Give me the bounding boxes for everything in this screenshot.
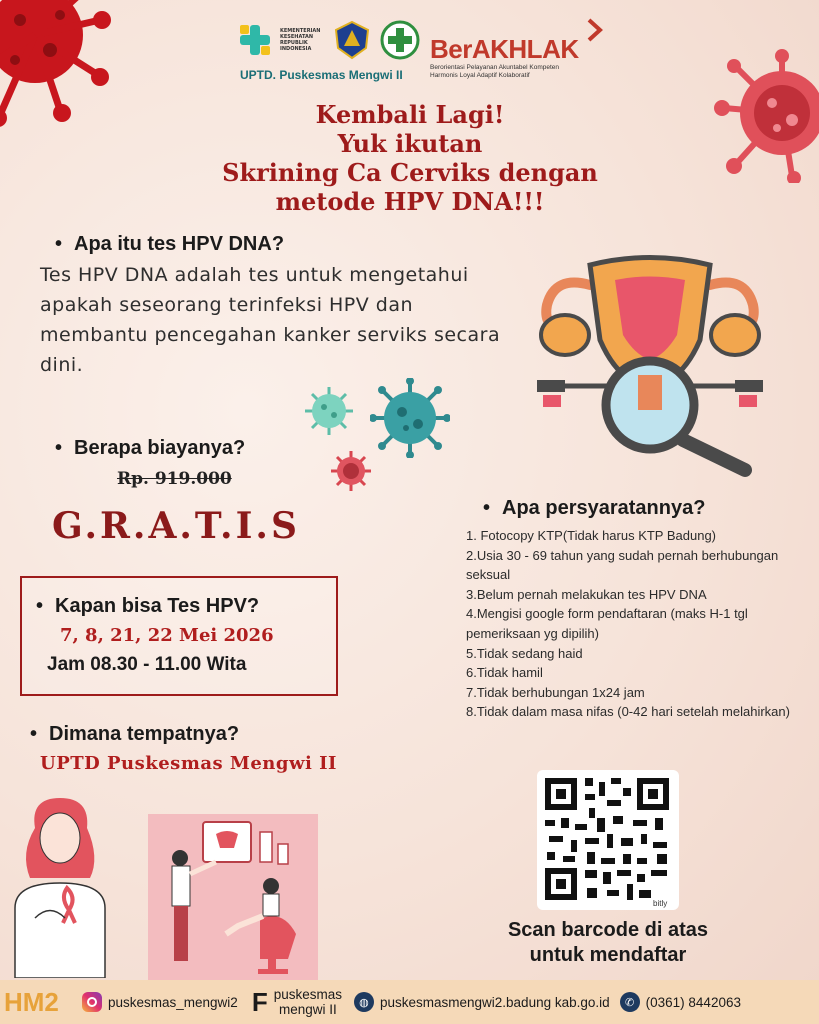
requirements-question: • Apa persyaratannya?: [483, 497, 705, 520]
where-question: • Dimana tempatnya?: [30, 723, 239, 746]
virus-icon: [712, 48, 819, 183]
free-label: G.R.A.T.I.S: [52, 505, 300, 547]
list-item: 2.Usia 30 - 69 tahun yang sudah pernah berhubungan seksual: [466, 547, 779, 583]
virus-icon: [303, 385, 355, 437]
badung-emblem-icon: [332, 20, 372, 60]
kemenkes-logo-icon: [238, 23, 272, 57]
qr-code-icon: [537, 770, 679, 910]
what-is-answer: Tes HPV DNA adalah tes untuk mengetahui apakah seseorang terinfeksi HPV dan membantu pencegahan kanker serviks secara dini.: [40, 264, 501, 376]
footer: [0, 980, 819, 1024]
facebook-icon: F: [251, 986, 268, 1017]
instagram-icon: [82, 992, 102, 1012]
hm2-logo: HM2: [4, 986, 59, 1017]
puskesmas-logo-icon: [380, 20, 420, 60]
puskesmas-name: UPTD. Puskesmas Mengwi II: [240, 68, 403, 82]
list-item: 1. Fotocopy KTP(Tidak harus KTP Badung): [466, 528, 717, 543]
doctor-consult-icon: [148, 814, 318, 984]
website-link[interactable]: ◍ puskesmasmengwi2.badung kab.go.id: [354, 992, 610, 1012]
doctor-consult-illustration: [148, 814, 318, 984]
woman-ribbon-illustration: [5, 798, 115, 978]
schedule-dates: 7, 8, 21, 22 Mei 2026: [60, 625, 274, 646]
qr-code[interactable]: [537, 770, 679, 910]
where-place: UPTD Puskesmas Mengwi II: [40, 753, 337, 774]
old-price: Rp. 919.000: [117, 469, 232, 489]
chevron-right-icon: [586, 18, 604, 42]
virus-icon: [0, 0, 130, 145]
when-question: • Kapan bisa Tes HPV?: [36, 595, 259, 618]
globe-icon: ◍: [354, 992, 374, 1012]
qr-tag: bitly: [653, 899, 668, 908]
list-item: 6.Tidak hamil: [466, 665, 543, 681]
uterus-magnifier-icon: [535, 245, 765, 480]
schedule-time: Jam 08.30 - 11.00 Wita: [47, 654, 247, 675]
list-item: 8.Tidak dalam masa nifas (0-42 hari setelah melahirkan): [466, 704, 790, 720]
phone-icon: ✆: [620, 992, 640, 1012]
what-is-question: • Apa itu tes HPV DNA?: [55, 233, 284, 256]
facebook-link[interactable]: F puskesmas mengwi II: [251, 986, 342, 1017]
berakhlak-tagline: Berorientasi Pelayanan Akuntabel Kompeten Harmonis Loyal Adaptif Kolaboratif: [430, 64, 560, 79]
qr-caption: Scan barcode di atas untuk mendaftar: [507, 919, 709, 966]
kemenkes-text: KEMENTERIAN KESEHATAN REPUBLIK INDONESIA: [280, 28, 321, 52]
virus-icon: [370, 378, 450, 458]
list-item: 4.Mengisi google form pendaftaran (maks H-1 tgl pemeriksaan yg dipilih): [466, 606, 748, 641]
cost-question: • Berapa biayanya?: [55, 437, 245, 460]
list-item: 3.Belum pernah melakukan tes HPV DNA: [466, 586, 707, 602]
instagram-link[interactable]: puskesmas_mengwi2: [82, 992, 238, 1012]
page-title: Kembali Lagi! Yuk ikutan Skrining Ca Cerviks dengan metode HPV DNA!!!: [222, 100, 598, 216]
phone-link[interactable]: ✆ (0361) 8442063: [620, 992, 741, 1012]
requirements-list: [466, 526, 796, 722]
list-item: 7.Tidak berhubungan 1x24 jam: [466, 684, 645, 700]
list-item: 5.Tidak sedang haid: [466, 645, 583, 661]
berakhlak-logo: BerAKHLAK: [430, 34, 579, 64]
virus-icon: [330, 450, 372, 492]
